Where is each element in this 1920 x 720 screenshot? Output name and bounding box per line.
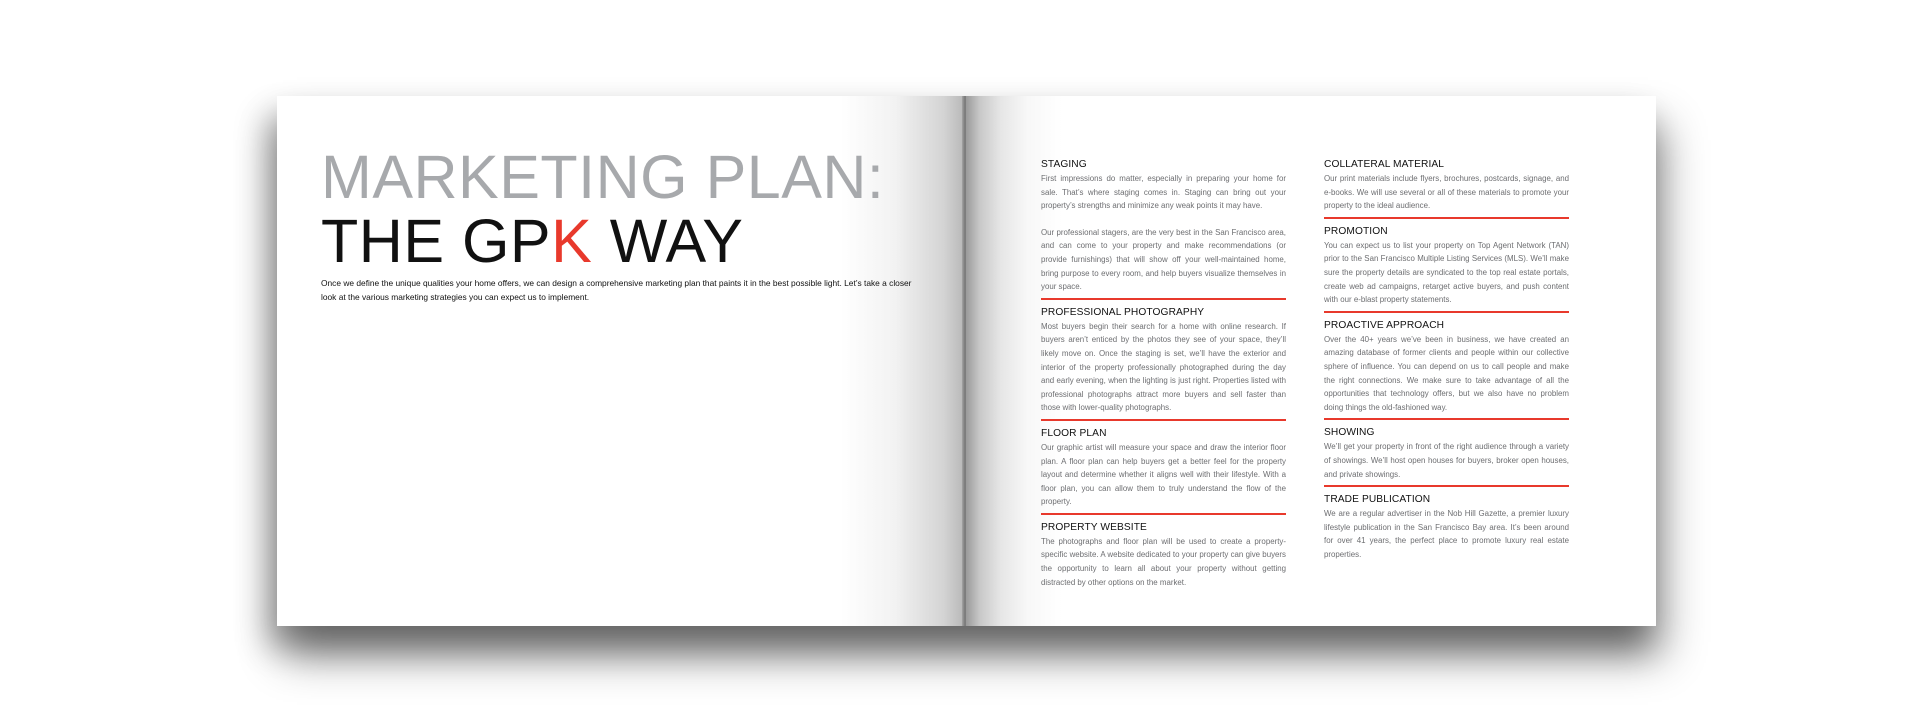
page-title-line-2 [321,208,743,274]
open-brochure [277,96,1656,626]
section-title: COLLATERAL MATERIAL [1324,159,1445,170]
section-professional-photography [1041,306,1286,421]
title-accent-letter: K [551,207,593,275]
section-paragraph: Our print materials include flyers, brochures, postcards, signage, and e-books. We will use several or all of these materials to promote your property to the ideal audience. [1324,174,1569,211]
section-title: PROPERTY WEBSITE [1041,521,1147,533]
right-column [1324,158,1569,571]
page-title-line-1: MARKETING PLAN: [321,143,885,211]
section-title: PROFESSIONAL PHOTOGRAPHY [1041,306,1205,318]
section-paragraph: Over the 40+ years we’ve been in business, we have created an amazing database of former clients and people within our collective sphere of influence. You can depend on us to call people and make the right connections. We make sure to take advantage of all the opportunities that technology offers, but we also have no problem doing things the old-fashioned way. [1324,334,1569,412]
section-collateral-material [1324,158,1569,219]
section-title: SHOWING [1324,427,1375,439]
section-paragraph: Our professional stagers, are the very best in the San Francisco area, and can come to your property and make recommendations (or provide furnishings) that will show off your well-maintained home, bring purpose to every room, and help buyers visualize themselves in your space. [1041,227,1286,292]
title-suffix: WAY [592,207,744,275]
intro-text: Once we define the unique qualities your home offers, we can design a comprehensive marketing plan that paints it in the best possible light. Let’s take a closer look at the various marketing strategies you can expect us to implement. [321,278,912,302]
section-trade-publication [1324,493,1569,565]
section-title: FLOOR PLAN [1041,427,1107,439]
section-property-website [1041,521,1286,593]
section-title: PROMOTION [1324,225,1388,237]
section-paragraph: First impressions do matter, especially in preparing your home for sale. That’s where staging comes in. Staging can bring out your property’s strengths and minimize any weak points it may have. [1041,174,1286,211]
section-promotion [1324,225,1569,313]
section-paragraph: Our graphic artist will measure your space and draw the interior floor plan. A floor plan can help buyers get a better feel for the property layout and determine whether it aligns well with their lifestyle. With a floor plan, you can allow them to truly understand the flow of the property. [1041,442,1286,507]
section-proactive-approach [1324,319,1569,421]
section-title: TRADE PUBLICATION [1324,494,1431,506]
section-staging [1041,158,1286,300]
section-title: PROACTIVE APPROACH [1324,319,1445,331]
section-showing [1324,426,1569,487]
section-paragraph: We are a regular advertiser in the Nob Hill Gazette, a premier luxury lifestyle publication in the San Francisco Bay area. It’s been around for over 41 years, the perfect place to promote luxury real estate properties. [1324,509,1569,559]
right-page [966,96,1656,626]
section-floor-plan [1041,427,1286,515]
section-paragraph: The photographs and floor plan will be used to create a property-specific website. A website dedicated to your property can give buyers the opportunity to learn all about your property without getting distracted by other options on the market. [1041,536,1286,587]
left-column [1041,158,1286,599]
section-paragraph: We’ll get your property in front of the right audience through a variety of showings. We’ll host open houses for buyers, broker open houses, and private showings. [1324,442,1569,479]
section-paragraph: You can expect us to list your property on Top Agent Network (TAN) prior to the San Francisco Multiple Listing Services (MLS). We’ll make sure the property details are syndicated to the top real estate portals, create web ad campaigns, retarget active buyers, and push content with our e-blast property statements. [1324,240,1569,305]
section-paragraph: Most buyers begin their search for a home with online research. If buyers aren’t enticed by the photos they see of your space, they’ll likely move on. Once the staging is set, we’ll have the exterior and interior of the property professionally photographed during the day and early evening, when the lighting is just right. Properties listed with professional photographs attract more buyers and sell faster than those with lower-quality photographs. [1041,321,1286,413]
left-page [277,96,964,626]
title-prefix: THE GP [321,207,552,275]
section-title: STAGING [1041,159,1087,170]
